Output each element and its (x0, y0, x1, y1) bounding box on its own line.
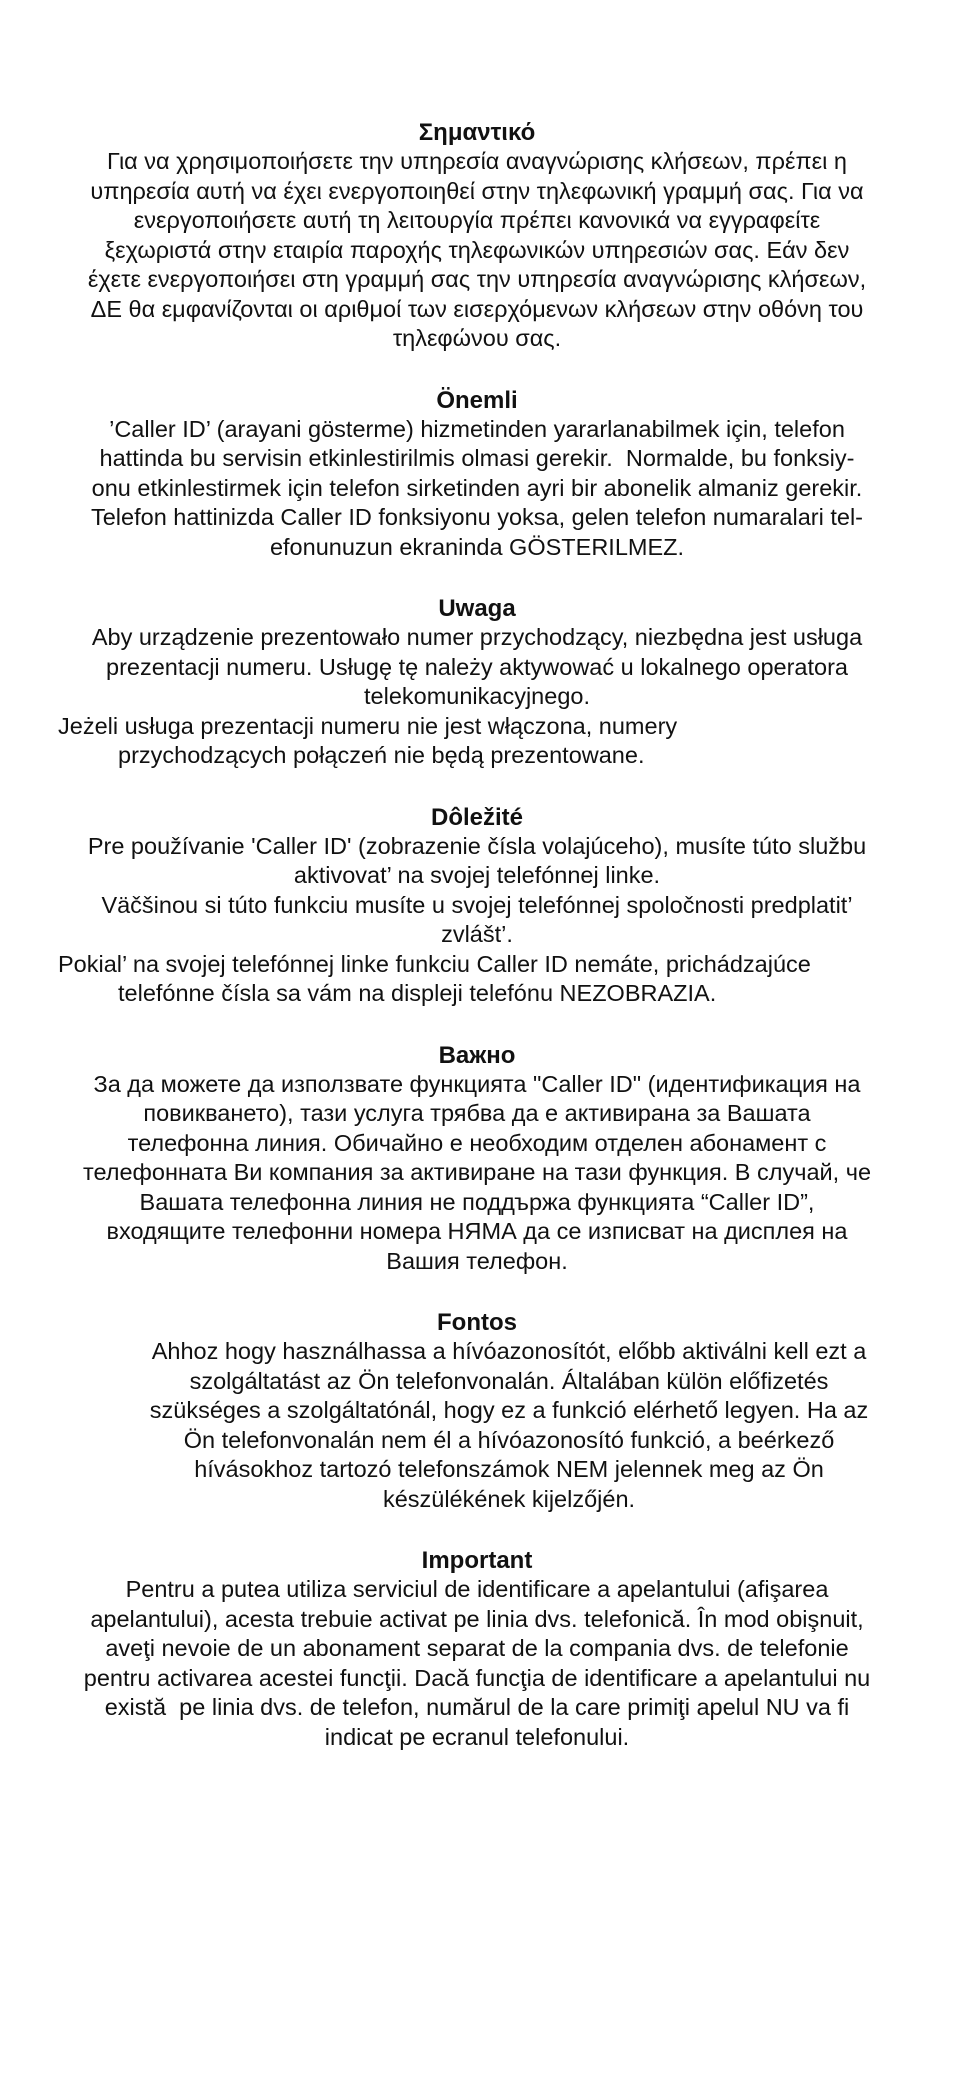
section-romanian (58, 1546, 896, 1752)
body-line: zvlášt’. (441, 921, 513, 947)
body-line: hívásokhoz tartozó telefonszámok NEM jelennek meg az Ön (194, 1456, 824, 1482)
body-line: υπηρεσία αυτή να έχει ενεργοποιηθεί στην τηλεφωνική γραμμή σας. Για να (90, 177, 864, 204)
body-line: onu etkinlestirmek için telefon sirketinden ayri bir abonelik almaniz gerekir. (91, 474, 863, 501)
body-line: Pentru a putea utiliza serviciul de identificare a apelantului (afişarea (125, 1576, 829, 1602)
section-bulgarian (58, 1041, 896, 1277)
body-line: Telefon hattinizda Caller ID fonksiyonu yoksa, gelen telefon numaralari tel- (90, 504, 863, 530)
section-heading: Σημαντικό (418, 119, 536, 146)
body-line: Jeżeli usługa prezentacji numeru nie jest włączona, numery (58, 712, 678, 739)
body-line: przychodzących połączeń nie będą prezentowane. (118, 742, 645, 768)
body-line: Pokial’ na svojej telefónnej linke funkciu Caller ID nemáte, prichádzajúce (58, 950, 811, 977)
body-line: телефонна линия. Обичайно е необходим отделен абонамент с (127, 1129, 827, 1156)
body-line: ενεργοποιήσετε αυτή τη λειτουργία πρέπει κανονικά να εγγραφείτε (133, 207, 821, 233)
body-line: hattinda bu servisin etkinlestirilmis olmasi gerekir. Normalde, bu fonksiy- (99, 445, 855, 471)
body-line: телефонната Ви компания за активиране на тази функция. В случай, че (82, 1159, 872, 1185)
body-line: telekomunikacyjnego. (364, 683, 590, 709)
body-line: повикването), тази услуга трябва да е активирана за Вашата (143, 1100, 811, 1126)
body-line: Väčšinou si túto funkciu musíte u svojej telefónnej spoločnosti predplatit’ (101, 891, 853, 918)
body-line: ’Caller ID’ (arayani gösterme) hizmetinden yararlanabilmek için, telefon (109, 415, 845, 442)
section-heading: Fontos (437, 1309, 517, 1336)
body-line: Вашия телефон. (386, 1247, 568, 1274)
body-line: Aby urządzenie prezentowało numer przychodzący, niezbędna jest usługa (91, 624, 863, 650)
body-line: telefónne čísla sa vám na displeji telefónu NEZOBRAZIA. (118, 980, 717, 1006)
hungarian-body (58, 1337, 896, 1514)
body-line: prezentacji numeru. Usługę tę należy aktywować u lokalnego operatora (106, 653, 848, 680)
body-line: входящите телефонни номера НЯМА да се изписват на дисплея на (106, 1218, 848, 1244)
body-line: Για να χρησιμοποιήσετε την υπηρεσία αναγνώρισης κλήσεων, πρέπει η (107, 148, 847, 174)
body-line: apelantului), acesta trebuie activat pe linia dvs. telefonică. În mod obişnuit, (90, 1605, 864, 1632)
section-heading: Önemli (436, 386, 518, 414)
body-line: aktivovat’ na svojej telefónnej linke. (293, 862, 661, 888)
section-heading: Important (421, 1547, 533, 1574)
body-line: ξεχωριστά στην εταιρία παροχής τηλεφωνικών υπηρεσιών σας. Εάν δεν (104, 236, 850, 263)
section-heading: Uwaga (438, 595, 516, 622)
section-turkish (58, 386, 896, 563)
body-line: ΔΕ θα εμφανίζονται οι αριθμοί των εισερχόμενων κλήσεων στην οθόνη του (90, 295, 864, 322)
body-line: készülékének kijelzőjén. (382, 1485, 636, 1512)
body-line: τηλεφώνου σας. (392, 325, 562, 351)
body-line: aveţi nevoie de un abonament separat de la compania dvs. de telefonie (105, 1635, 849, 1661)
body-line: szolgáltatást az Ön telefonvonalán. Általában külön előfizetés (189, 1367, 829, 1394)
section-slovak (58, 803, 896, 1009)
body-line: За да можете да използвате функцията "Caller ID" (идентификация на (93, 1070, 861, 1097)
body-line: efonunuzun ekraninda GÖSTERILMEZ. (269, 533, 685, 560)
body-line: Ahhoz hogy használhassa a hívóazonosítót, előbb aktiválni kell ezt a (151, 1338, 867, 1364)
body-line: există pe linia dvs. de telefon, numărul de la care primiţi apelul NU va fi (104, 1694, 850, 1720)
body-line: Pre používanie 'Caller ID' (zobrazenie čísla volajúceho), musíte túto službu (87, 832, 867, 859)
body-line: Вашата телефонна линия не поддържа функцията “Caller ID”, (139, 1188, 815, 1215)
document-page (58, 118, 896, 1784)
body-line: Ön telefonvonalán nem él a hívóazonosító funkció, a beérkező (183, 1426, 835, 1453)
body-line: pentru activarea acestei funcţii. Dacă funcţia de identificare a apelantului nu (83, 1664, 871, 1691)
body-line: indicat pe ecranul telefonului. (324, 1723, 630, 1750)
body-line: έχετε ενεργοποιήσει στη γραμμή σας την υπηρεσία αναγνώρισης κλήσεων, (87, 266, 867, 292)
section-hungarian (58, 1308, 896, 1514)
section-heading: Dôležité (430, 803, 523, 831)
body-line: szükséges a szolgáltatónál, hogy ez a funkció elérhető legyen. Ha az (149, 1397, 869, 1423)
section-polish (58, 594, 896, 771)
section-heading: Важно (438, 1041, 516, 1069)
section-greek (58, 118, 896, 354)
